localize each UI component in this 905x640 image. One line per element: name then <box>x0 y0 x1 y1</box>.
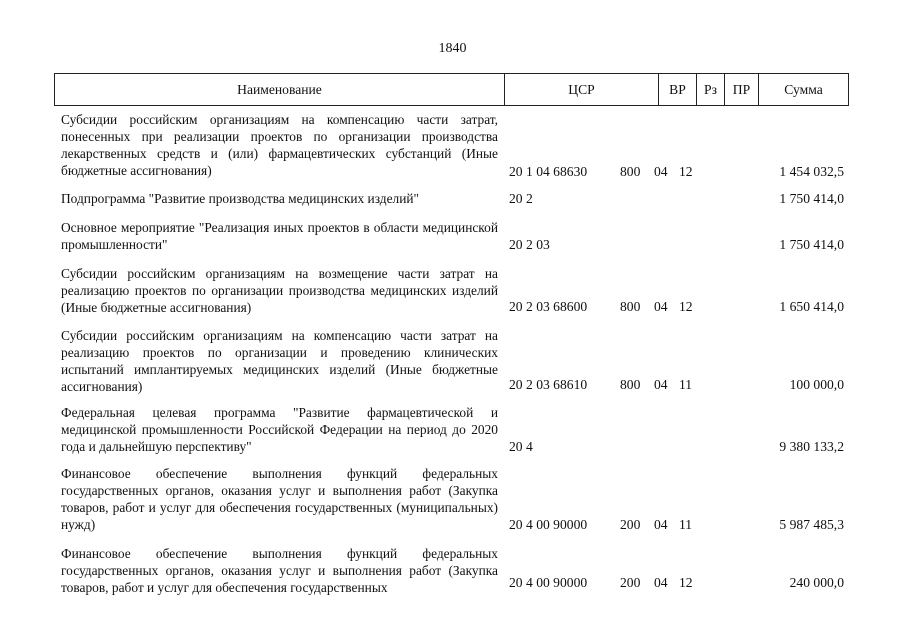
row-sum: 1 750 414,0 <box>779 237 844 252</box>
row-csr: 20 2 03 68610 <box>509 377 588 392</box>
row-name: Субсидии российским организациям на компенсацию части затрат на реализацию проектов по организации и проведению клинических испытаний имплантируемых медицинских изделий (Иные бюджетные ассигнования) <box>61 328 498 394</box>
row-name: Федеральная целевая программа "Развитие фармацевтической и медицинской промышленности Российской Федерации на период до 2020 года и дальнейшую перспективу" <box>61 405 498 454</box>
row-vr: 800 <box>620 299 641 314</box>
row-name: Финансовое обеспечение выполнения функций федеральных государственных органов, оказания услуг и выполнения работ (Закупка товаров, работ и услуг для обеспечения государственных (муниципальных) нужд) <box>61 466 498 532</box>
row-rz: 04 <box>654 299 668 314</box>
row-name: Основное мероприятие "Реализация иных проектов в области медицинской промышленности" <box>61 220 498 252</box>
row-rz: 04 <box>654 164 668 179</box>
header-pr: ПР <box>725 74 759 105</box>
row-vr: 200 <box>620 575 641 590</box>
row-pr: 12 <box>679 575 693 590</box>
row-sum: 9 380 133,2 <box>779 439 844 454</box>
row-csr: 20 1 04 68630 <box>509 164 588 179</box>
header-vr: ВР <box>659 74 697 105</box>
row-sum: 100 000,0 <box>789 377 844 392</box>
row-pr: 11 <box>679 517 693 532</box>
row-sum: 1 650 414,0 <box>779 299 844 314</box>
row-name: Субсидии российским организациям на возмещение части затрат на реализацию проектов по организации производства медицинских изделий (Иные бюджетные ассигнования) <box>61 266 498 315</box>
row-name: Подпрограмма "Развитие производства медицинских изделий" <box>61 191 419 206</box>
row-csr: 20 4 00 90000 <box>509 575 588 590</box>
row-sum: 5 987 485,3 <box>779 517 844 532</box>
header-rz: Рз <box>697 74 725 105</box>
row-sum: 240 000,0 <box>789 575 844 590</box>
row-vr: 800 <box>620 164 641 179</box>
row-rz: 04 <box>654 377 668 392</box>
row-vr: 800 <box>620 377 641 392</box>
row-name: Субсидии российским организациям на компенсацию части затрат, понесенных при реализации проектов по организации производства лекарственных средств и (или) фармацевтических субстанций (Иные бюджетные ассигнования) <box>61 112 498 178</box>
page-number: 1840 <box>438 41 467 56</box>
row-csr: 20 2 <box>509 191 533 206</box>
row-sum: 1 454 032,5 <box>779 164 844 179</box>
row-rz: 04 <box>654 575 668 590</box>
header-name: Наименование <box>55 74 505 105</box>
row-rz: 04 <box>654 517 668 532</box>
row-sum: 1 750 414,0 <box>779 191 844 206</box>
row-csr: 20 4 00 90000 <box>509 517 588 532</box>
row-csr: 20 2 03 68600 <box>509 299 588 314</box>
row-name: Финансовое обеспечение выполнения функций федеральных государственных органов, оказания услуг и выполнения работ (Закупка товаров, работ и услуг для обеспечения государственных <box>61 546 498 595</box>
row-csr: 20 2 03 <box>509 237 550 252</box>
row-pr: 12 <box>679 299 693 314</box>
header-sum: Сумма <box>784 82 823 97</box>
row-csr: 20 4 <box>509 439 533 454</box>
row-pr: 11 <box>679 377 693 392</box>
table-header <box>54 73 849 106</box>
row-pr: 12 <box>679 164 693 179</box>
row-vr: 200 <box>620 517 641 532</box>
header-csr: ЦСР <box>505 74 659 105</box>
